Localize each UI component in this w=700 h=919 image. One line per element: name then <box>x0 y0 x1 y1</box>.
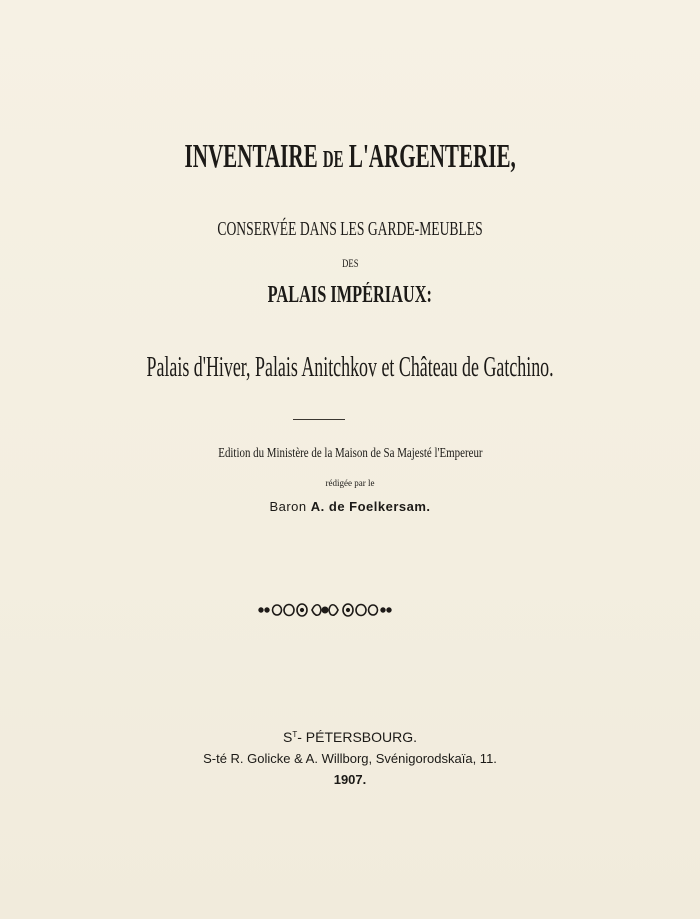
subtitle-palais-imperiaux <box>0 282 700 309</box>
places-line <box>0 352 700 384</box>
divider-rule <box>293 419 345 420</box>
author-prefix: Baron <box>269 499 307 514</box>
city-superscript: T <box>292 730 298 739</box>
city-rest: - PÉTERSBOURG. <box>297 729 418 745</box>
edition-line <box>0 446 700 462</box>
places-text: Palais d'Hiver, Palais Anitchkov et Château de Gatchino. <box>146 352 554 383</box>
imprint-year: 1907. <box>333 772 367 787</box>
ornament-icon <box>257 600 393 620</box>
subtitle-conservee <box>0 218 700 241</box>
title-part-inventaire: INVENTAIRE <box>184 138 318 175</box>
author-name: A. de Foelkersam. <box>310 499 431 514</box>
subtitle-line-1: CONSERVÉE DANS LES GARDE-MEUBLES <box>217 218 483 240</box>
redigee-line: rédigée par le <box>325 478 375 488</box>
book-title <box>0 138 700 176</box>
author-line <box>0 499 700 514</box>
imprint-city <box>0 729 700 745</box>
title-part-de: DE <box>322 147 344 173</box>
edition-text: Edition du Ministère de la Maison de Sa Majesté l'Empereur <box>217 446 483 461</box>
subtitle-des <box>0 256 700 271</box>
imprint-publisher: S-té R. Golicke & A. Willborg, Svénigorodskaïa, 11. <box>203 751 497 766</box>
subtitle-line-3: PALAIS IMPÉRIAUX: <box>267 282 433 308</box>
subtitle-line-2: DES <box>341 256 359 270</box>
title-part-argenterie: L'ARGENTERIE, <box>348 138 516 175</box>
city-abbr: S <box>282 729 293 745</box>
